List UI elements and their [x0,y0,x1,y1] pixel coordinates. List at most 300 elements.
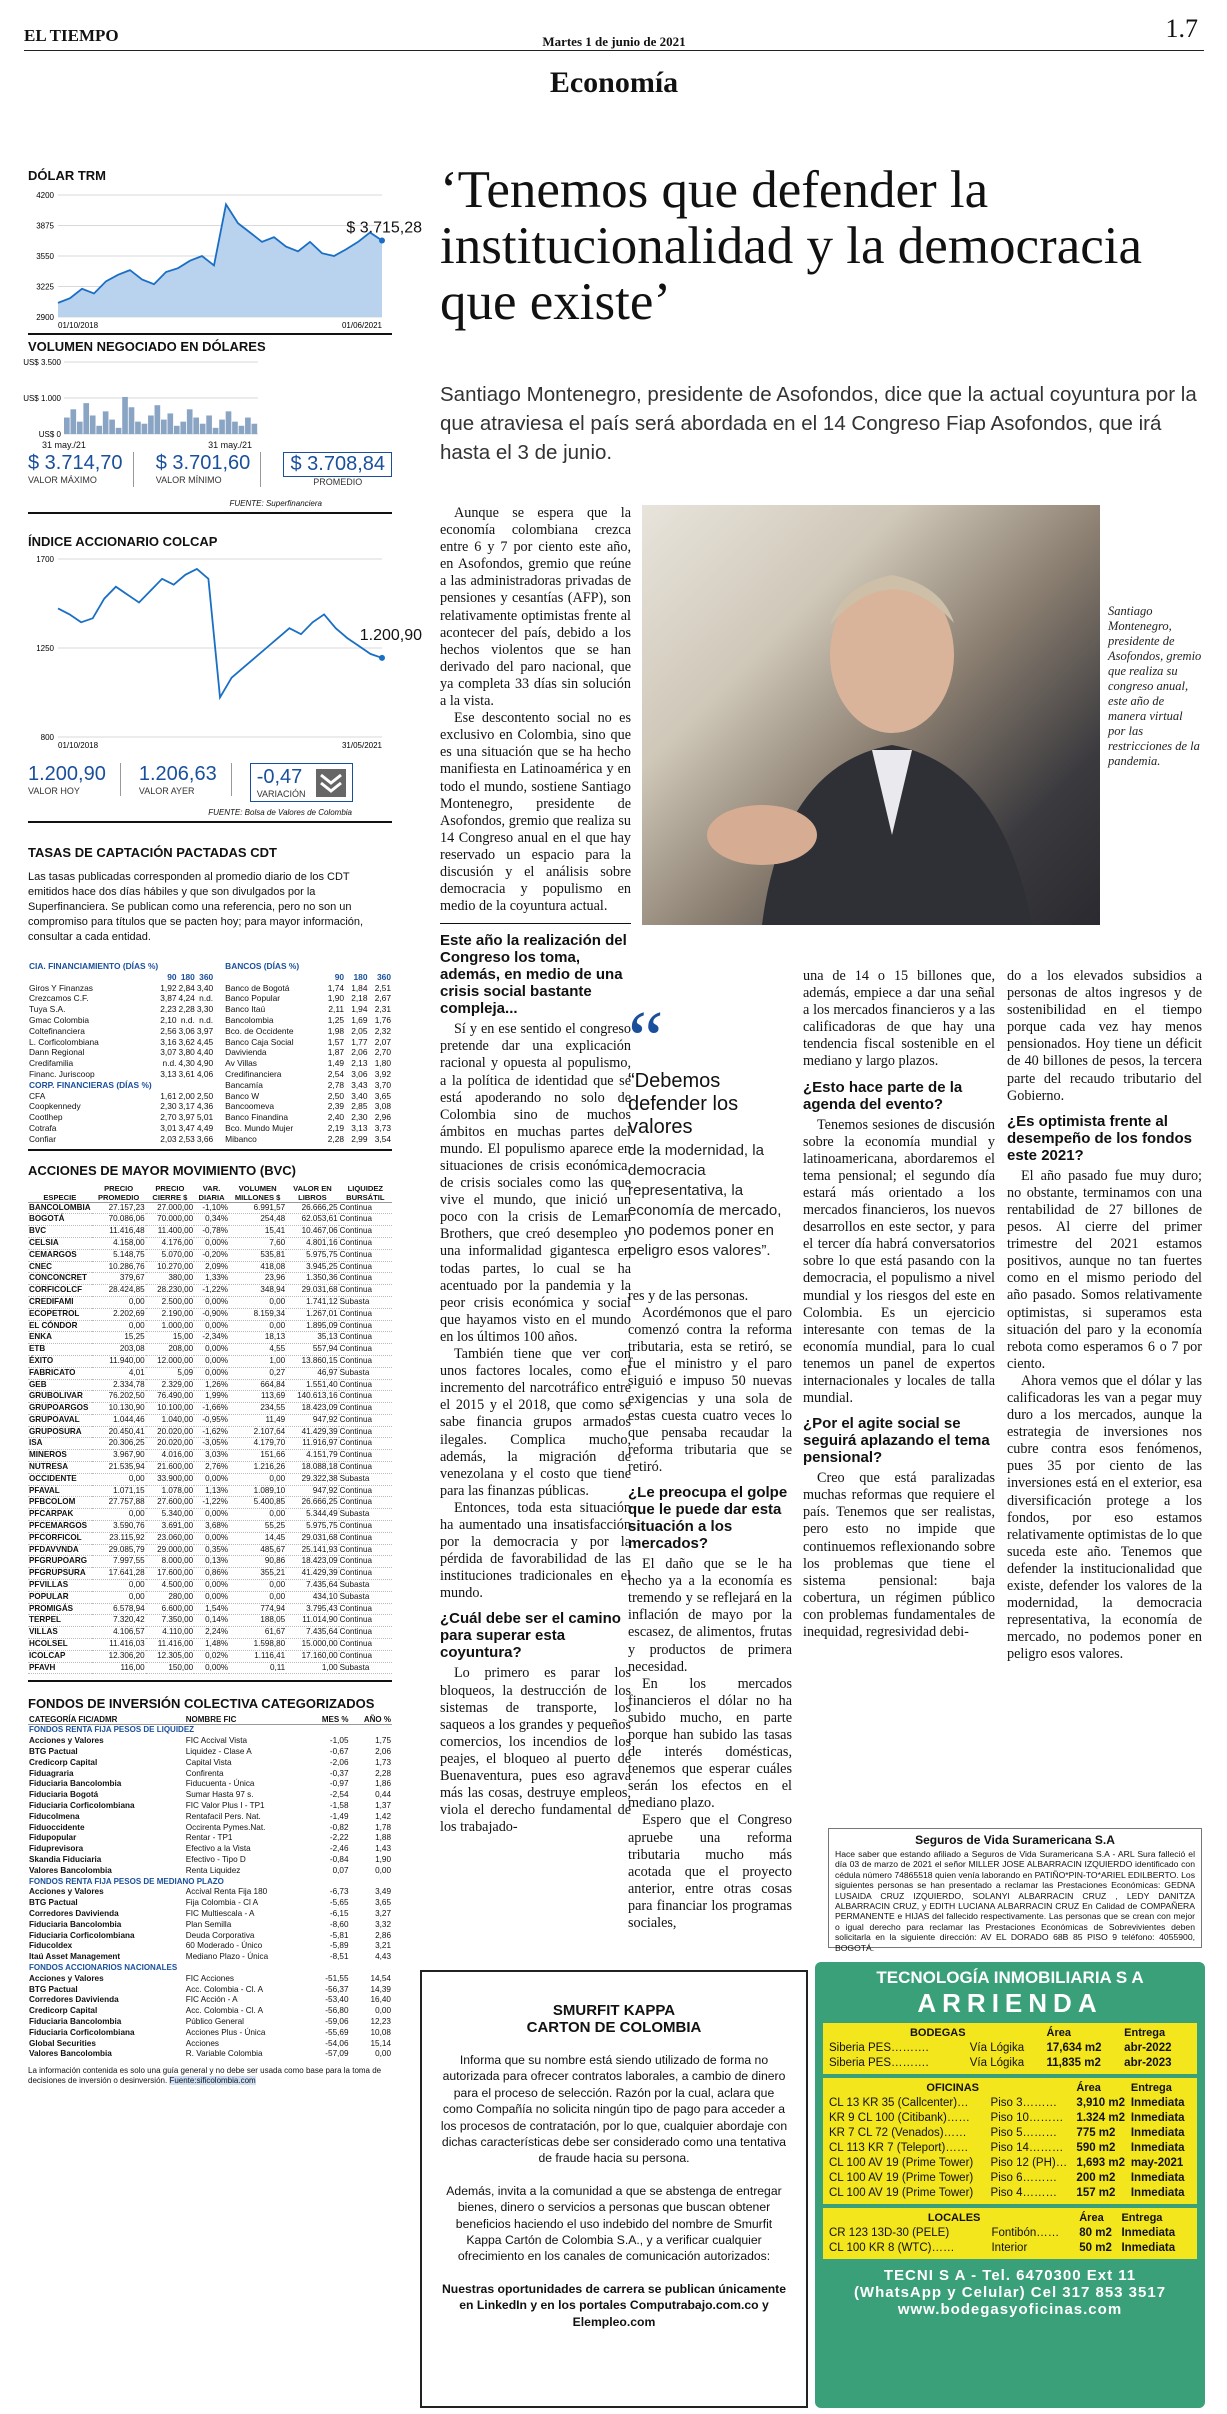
cdt-cell: 2,84 [178,982,195,993]
funds-cell: -2,22 [329,1833,349,1843]
table-row [28,1790,392,1801]
locales-box [823,2208,1197,2259]
cdt-cell: 3,06 [351,1068,368,1079]
stocks-cell: 7.435,64 [286,1627,338,1639]
funds-cell: 4,43 [375,1952,391,1962]
table-row [28,1769,392,1780]
funds-cell: -8,51 [329,1952,349,1962]
stocks-cell: 418,08 [229,1261,286,1273]
volume-max [28,452,134,487]
cdt-cell: Tuya S.A. [29,1004,66,1015]
cdt-cell: n.d. [199,993,214,1004]
stocks-cell: ÉXITO [28,1355,92,1367]
table-row [28,1308,392,1320]
cdt-cell: 1,57 [327,1036,345,1047]
cdt-cell: Cootlhep [29,1112,63,1123]
stocks-cell: 1.071,15 [92,1485,146,1497]
y-tick-label: 3225 [36,282,54,292]
cdt-row [224,1134,392,1145]
list-item [829,2041,1191,2056]
ad-cell: 157 m2 [1076,2187,1116,2199]
cdt-cell: 3,92 [374,1068,391,1079]
funds-cell: Efectivo - Tipo D [185,1854,246,1864]
stocks-cell: GRUPOSURA [28,1426,92,1438]
table-row [28,1812,392,1823]
cdt-day-head: 360 [377,971,391,982]
stocks-cell: 4,01 [92,1367,146,1379]
cdt-day-head: 180 [353,971,368,982]
ad-cell: Piso 3……… [990,2097,1058,2109]
volume-max-value: $ 3.714,70 [28,452,123,474]
funds-cell: 1,75 [375,1736,391,1746]
stocks-cell: 27.000,00 [146,1202,194,1214]
funds-cell: Rentar - TP1 [185,1833,233,1843]
volume-bar [219,420,225,434]
stocks-cell: 7,60 [229,1237,286,1249]
article-paragraph: Sí y en ese sentido el congreso pretende dar una explicación racional y opuesta al populismo, a la política de identidad que se está apoderando no solo de Colombia sino de muchos ámbitos en muchas partes del mundo. El populismo aparece en situaciones de crisis económica, de crisis sociales como las que vive el mundo, que inició un poco con la crisis de Leman Brothers, que creó desempleo y una informalidad gigantesca en todas partes, lo cual se ha acentuado por la pandemia y la peor crisis económica y social que hayamos visto en el mundo en los últimos 100 años. [440,1021,631,1345]
stocks-cell: ECOPETROL [28,1308,92,1320]
y-tick-label: US$ 1.000 [23,394,61,403]
cdt-cell: 3,66 [196,1133,214,1144]
photo-caption: Santiago Montenegro, presidente de Asofondos, gremio que realiza su congreso anual, este año de manera virtual por las restricciones de la pandemia. [1108,604,1202,768]
stocks-cell: Continua [339,1450,392,1462]
stocks-cell: 3,03% [194,1450,229,1462]
ad-cell: Inmediata [1121,2227,1176,2239]
stocks-cell: 234,55 [229,1403,286,1415]
funds-cell: 3,65 [375,1898,391,1908]
stocks-cell: 70.000,00 [146,1214,194,1226]
stocks-cell: 0,86% [194,1568,229,1580]
ad-seguros-sura [828,1828,1202,1953]
cdt-row [224,1069,392,1080]
volume-bar [213,428,219,434]
cdt-cell: Mibanco [225,1133,257,1144]
article-column-3 [803,968,995,1798]
cdt-row [28,1069,214,1080]
ad-table-head: OFICINAS [926,2082,979,2094]
cdt-row [224,1058,392,1069]
funds-cell: 1,86 [375,1779,391,1789]
funds-cell: 3,49 [375,1887,391,1897]
cdt-cell: Coltefinanciera [29,1025,85,1036]
funds-cell: Confirenta [185,1768,224,1778]
trm-chart-box [28,183,422,333]
article-paragraph: una de 14 o 15 billones que, además, empiece a dar una señal a los mercados financieros y a las calificadoras de que hay una tendencia fiscal sostenible en el mediano y largo plazos. [803,968,995,1070]
cdt-cell: 1,90 [327,993,345,1004]
article-paragraph: En los mercados financieros el dólar no ha subido mucho, en parte porque han subido las tasas de interés domésticas, tenemos que esperar cuáles serán los efectos en el mediano plazo. [628,1675,792,1812]
stocks-cell: 20.020,00 [146,1438,194,1450]
market-data-column [23,168,422,2408]
stocks-cell: 0,11 [229,1662,286,1674]
funds-source-link[interactable]: Fuente:sificolombia.com [169,2076,256,2086]
volume-min-label: VALOR MÍNIMO [155,475,222,485]
cdt-cell: 1,25 [327,1014,345,1025]
stocks-cell: GRUPOAVAL [28,1414,92,1426]
stocks-cell: 1.551,40 [286,1379,338,1391]
cdt-cell: Financ. Juriscoop [29,1068,95,1079]
ad-cell: Piso 12 (PH)… [990,2157,1068,2169]
stocks-cell: 203,08 [92,1344,146,1356]
stocks-cell: 0,00 [92,1580,146,1592]
stocks-cell: 1.089,10 [229,1485,286,1497]
volume-bar [200,424,206,434]
last-point [379,655,385,661]
stocks-cell: 18.088,18 [286,1462,338,1474]
cdt-cell: 1,92 [160,982,177,993]
stocks-cell: Continua [339,1226,392,1238]
stocks-cell: 4.106,57 [92,1627,146,1639]
section-title: Economía [549,66,679,99]
table-row [28,1462,392,1474]
stocks-cell: Continua [339,1285,392,1297]
cdt-cell: 4,36 [196,1101,214,1112]
funds-cell: -2,06 [329,1757,349,1767]
stocks-cell: 5.344,49 [286,1509,338,1521]
volume-bar [142,424,148,434]
cdt-cell: 1,80 [374,1058,391,1069]
stocks-cell: -1,62% [194,1426,229,1438]
table-row [28,1497,392,1509]
stocks-cell: TERPEL [28,1615,92,1627]
cdt-row [224,1080,392,1091]
stocks-cell: 1.598,80 [229,1639,286,1651]
volume-bar [90,415,96,434]
ad-cell: Piso 6……… [990,2172,1058,2184]
funds-cell: -54,06 [325,2038,349,2048]
table-row [28,1909,392,1920]
cdt-text: Las tasas publicadas corresponden al promedio diario de los CDT emitidos hace dos días hábiles y que son divulgados por la Superfinanciera. Se publican como una referencia, pero no son un compromiso para títulos que se pacten hoy; para mayor información, consultar a cada entidad. [28,871,364,943]
stocks-cell: 4.110,00 [146,1627,194,1639]
ad-cell: Piso 4……… [990,2187,1058,2199]
stocks-cell: 29.322,38 [286,1473,338,1485]
cdt-cell: 2,67 [374,993,391,1004]
cdt-day-head: 90 [334,971,345,982]
cdt-cell: 4,06 [196,1068,214,1079]
stocks-cell: 11.416,48 [92,1226,146,1238]
funds-cell: Renta Liquidez [185,1865,241,1875]
stocks-cell: 0,00% [194,1580,229,1592]
last-value-label: $ 3.715,28 [346,219,422,237]
stocks-cell: GEB [28,1379,92,1391]
stocks-cell: 0,13% [194,1556,229,1568]
cdt-row [224,1101,392,1112]
stocks-cell: CNEC [28,1261,92,1273]
volume-source: FUENTE: Superfinanciera [229,499,322,508]
stocks-cell: Continua [339,1344,392,1356]
colcap-yesterday [139,763,232,796]
cdt-cell: 3,65 [374,1090,391,1101]
table-row [28,1320,392,1332]
table-row [28,1615,392,1627]
list-item [829,2141,1191,2156]
stocks-cell: 7.320,42 [92,1615,146,1627]
ad-delivery-head: Entrega [1130,2082,1172,2094]
stocks-cell: 0,00 [92,1296,146,1308]
article-paragraph: El año pasado fue muy duro; no obstante, terminamos con una rentabilidad de 27 billones de pesos. Al cierre del primer trimestre del 2021 estamos positivos, aunque no tan fuertes como en el mismo periodo del año pasado. Somos relativamente optimistas, si superamos esta situación del paro y la economía rebota como esperamos 6 o 7 por ciento. [1007,1167,1202,1372]
stocks-cell: 113,69 [229,1391,286,1403]
stocks-cell: 4.176,00 [146,1237,194,1249]
funds-cell: Rentafacil Pers. Nat. [185,1811,261,1821]
cdt-row [28,1134,214,1145]
stocks-cell: 1.267,01 [286,1308,338,1320]
table-row [28,1273,392,1285]
cdt-cell: 2,30 [160,1101,177,1112]
stocks-cell: -1,22% [194,1497,229,1509]
stocks-cell: 0,00 [229,1591,286,1603]
stocks-cell: 1,99% [194,1391,229,1403]
cdt-cell: CFA [29,1090,46,1101]
stocks-cell: Continua [339,1615,392,1627]
stocks-cell: 0,00% [194,1662,229,1674]
ad-cell: Siberia PES………. [829,2042,929,2054]
article-paragraph: Ese descontento social no es exclusivo en Colombia, sino que es una situación que se ha hecho manifiesta en Latinoamérica y en todo el mundo, sostiene Santiago Montenegro, presidente de Asofondos, gremio que realiza su 14 Congreso anual en el que hay reservado un espacio para la discusión y el análisis sobre democracia y populismo en medio de la coyuntura actual. [440,710,631,915]
funds-cell: -0,37 [329,1768,349,1778]
ad-cell: CL 100 KR 8 (WTC)…… [829,2242,955,2254]
cdt-cell: 2,28 [178,1004,195,1015]
funds-cell: Skandia Fiduciaria [29,1854,102,1864]
stocks-col-head: VAR. DIARIA [194,1184,229,1203]
cdt-row [28,1101,214,1112]
volume-bar [174,426,180,434]
volume-chart [23,354,392,440]
stocks-cell: 208,00 [146,1344,194,1356]
cdt-cell: Bco. Mundo Mujer [225,1122,294,1133]
y-tick-label: 800 [40,733,54,742]
volume-bar [129,407,135,434]
ad-cell: 775 m2 [1076,2127,1116,2139]
stocks-cell: CELSIA [28,1237,92,1249]
colcap-stats [28,763,392,802]
table-row [28,1580,392,1592]
stocks-cell: PFDAVVNDA [28,1544,92,1556]
ad-tecnologia-inmobiliaria [815,1962,1205,2408]
stocks-cell: -0,95% [194,1414,229,1426]
funds-cell: Acciones y Valores [29,1973,104,1983]
funds-cell: Plan Semilla [185,1919,232,1929]
cdt-cell: Banco Caja Social [225,1036,294,1047]
funds-cell: Fidupopular [29,1833,77,1843]
cdt-cell: 3,87 [160,993,177,1004]
ad-cell: 1.324 m2 [1076,2112,1126,2124]
volume-bar [206,415,212,434]
stocks-cell: PFCORFICOL [28,1532,92,1544]
stocks-cell: 5.148,75 [92,1249,146,1261]
stocks-cell: PROMIGÁS [28,1603,92,1615]
stocks-cell: 0,14% [194,1615,229,1627]
funds-cell: 1,88 [375,1833,391,1843]
stocks-cell: Continua [339,1249,392,1261]
stocks-cell: 11.014,90 [286,1615,338,1627]
funds-cell: 3,21 [375,1941,391,1951]
stocks-cell: 2,24% [194,1627,229,1639]
funds-cell: 60 Moderado - Único [185,1941,263,1951]
cdt-cell: 1,94 [351,1004,368,1015]
cdt-row [224,983,392,994]
cdt-cell: 3,73 [374,1122,391,1133]
stocks-cell: 348,94 [229,1285,286,1297]
stocks-cell: CEMARGOS [28,1249,92,1261]
volume-bar [148,415,154,434]
stocks-cell: Continua [339,1379,392,1391]
cdt-table-right [224,961,392,1145]
cdt-cell: Davivienda [225,1047,267,1058]
cdt-row [224,1047,392,1058]
funds-cell: Credicorp Capital [29,2006,98,2016]
stocks-col-head: VOLUMEN MILLONES $ [229,1184,286,1203]
header-rule [24,50,1204,51]
list-item [829,2156,1191,2171]
stocks-cell: 1.895,09 [286,1320,338,1332]
table-row [28,1627,392,1639]
stocks-cell: -1,66% [194,1403,229,1415]
table-row [28,1920,392,1931]
funds-cell: Fiduciaria Corficolombiana [29,1930,135,1940]
funds-cell: -6,15 [329,1908,349,1918]
stocks-cell: 29.031,68 [286,1532,338,1544]
volume-bar [187,409,193,434]
cdt-row [28,1058,214,1069]
cdt-cell: 2,70 [160,1112,177,1123]
portrait-illustration [642,505,1100,925]
stocks-cell: 3.967,90 [92,1450,146,1462]
cdt-row [28,1047,214,1058]
funds-col-head: NOMBRE FIC [185,1715,308,1725]
series-area [58,204,382,317]
stocks-cell: NUTRESA [28,1462,92,1474]
cdt-cell: 3,13 [160,1068,177,1079]
stocks-cell: 23,96 [229,1273,286,1285]
funds-cell: Corredores Davivienda [29,1908,119,1918]
cdt-cell: Bancolombia [225,1014,274,1025]
cdt-cell: 2,11 [328,1004,345,1015]
table-row [28,2028,392,2039]
stocks-cell: 5,09 [146,1367,194,1379]
stocks-cell: 557,94 [286,1344,338,1356]
ad-tecno-whatsapp: (WhatsApp y Celular) Cel 317 853 3517 [853,2284,1167,2301]
ad-cell: Interior [991,2242,1028,2254]
volume-bar [96,426,102,434]
cdt-cell: 2,06 [351,1047,368,1058]
stocks-cell: 380,00 [146,1273,194,1285]
funds-cell: -5,65 [329,1898,349,1908]
stocks-cell: 150,00 [146,1662,194,1674]
funds-note [28,2066,392,2086]
volume-avg [283,452,392,487]
stocks-cell: PFBCOLOM [28,1497,92,1509]
funds-cell: 1,73 [375,1757,391,1767]
funds-cell: 2,28 [375,1768,391,1778]
funds-cell: -55,69 [325,2027,349,2037]
stocks-cell: 6.991,57 [229,1202,286,1214]
cdt-group-head: CORP. FINANCIERAS (DÍAS %) [29,1079,152,1090]
ad-tecno-phone: TECNI S A - Tel. 6470300 Ext 11 [883,2267,1137,2284]
article-dek: Santiago Montenegro, presidente de Asofondos, dice que la actual coyuntura por la que atraviesa el país será abordada en el 14 Congreso Fiap Asofondos, que irá hasta el 3 de junio. [440,383,1197,464]
cdt-cell: 3,43 [351,1079,368,1090]
ad-cell: 11,835 m2 [1046,2057,1101,2069]
stocks-cell: 4,55 [229,1344,286,1356]
stocks-cell: 23.060,00 [146,1532,194,1544]
stocks-cell: 947,92 [286,1485,338,1497]
stocks-cell: 14,45 [229,1532,286,1544]
funds-cell: Acc. Colombia - Cl. A [185,1984,264,1994]
locales-table [829,2211,1191,2256]
y-tick-label: US$ 0 [38,430,61,439]
funds-cell: Liquidez - Clase A [185,1747,252,1757]
ad-seguros-title: Seguros de Vida Suramericana S.A [915,1833,1115,1847]
table-row [28,1801,392,1812]
ad-tecno-website[interactable]: www.bodegasyoficinas.com [897,2301,1123,2318]
stocks-table [28,1184,392,1675]
stocks-cell: 4.801,16 [286,1237,338,1249]
table-row [28,1438,392,1450]
table-row [28,1941,392,1952]
stocks-cell: Continua [339,1403,392,1415]
volume-bar [103,411,109,434]
stocks-cell: GRUBOLIVAR [28,1391,92,1403]
funds-cell: Corredores Davivienda [29,1995,119,2005]
funds-cell: -6,73 [329,1887,349,1897]
stocks-cell: 0,00 [92,1473,146,1485]
funds-cell: Sumar Hasta 97 s. [185,1790,254,1800]
stocks-cell: Subasta [339,1473,392,1485]
table-row [28,1866,392,1877]
stocks-cell: Continua [339,1650,392,1662]
funds-cell: BTG Pactual [29,1898,78,1908]
table-row [28,1556,392,1568]
stocks-cell: Continua [339,1639,392,1651]
stocks-cell: 2.500,00 [146,1296,194,1308]
article-paragraph: También tiene que ver con unos factores locales, como el incremento del narcotráfico entre el 2015 y el 2018, que como se sabe financia grupos armados ilegales. Complica mucho, además, la migración de venezolana y el costo que tiene para las finanzas públicas. [440,1346,631,1499]
stocks-cell: 7.350,00 [146,1615,194,1627]
stocks-cell: 2.190,00 [146,1308,194,1320]
cdt-cell: 2,50 [196,1090,214,1101]
stocks-cell: 90,86 [229,1556,286,1568]
volume-bar [64,418,70,434]
table-row [28,2049,392,2060]
cdt-cell: 2,07 [374,1036,391,1047]
funds-cell: FIC Acciones [185,1973,234,1983]
stocks-cell: 29.000,00 [146,1544,194,1556]
stocks-cell: 25.141,93 [286,1544,338,1556]
funds-cell: 3,32 [375,1919,391,1929]
stocks-cell: 0,00% [194,1237,229,1249]
stocks-cell: 17.600,00 [146,1568,194,1580]
colcap-chart-box [28,549,422,755]
stocks-cell: PFVILLAS [28,1580,92,1592]
funds-cell: Fiducuenta - Única [185,1779,255,1789]
ad-seguros-text: Hace saber que estando afiliado a Seguros de Vida Suramericana S.A - ARL Sura falleció el día 03 de marzo de 2021 el señor MILLER JOSE ALBARRACIN IZQUIERDO identificado con cédula número 74865518 quien venía laborando en PATIÑO*PIN-TO*ARIEL EDILBERTO. Los siguientes personas se han presentado a reclamar las Prestaciones Económicas: GEDNA LUSAIDA CRUZ IZQUIERDO, SOLANYI ALBARRACIN CRUZ , LEDY DANITZA ALBARRACIN CRUZ, y EDITH LUCIANA ALBARRACIN CRUZ En Calidad de COMPAÑERA PERMANENTE e HIJAS del fallecido respectivamente. Las personas que se crean con mejor o igual derecho para reclamar las Prestaciones Económicas de Sobrevivientes deben solicitarla en la siguiente dirección: AV EL DORADO 68B 85 PISO 9 teléfono: 4055900, BOGOTÁ. [835,1849,1195,1953]
table-row [28,2006,392,2017]
stocks-cell: 0,00% [194,1344,229,1356]
stocks-cell: 1.044,46 [92,1414,146,1426]
cdt-cell: 3,13 [351,1122,368,1133]
stocks-cell: 6.600,00 [146,1603,194,1615]
article-paragraph: Lo primero es parar los bloqueos, la destrucción de los sistemas de transporte, los saqueos a los grandes y pequeños comercios, los incendios de los peajes, el bloqueo al puerto de Buenaventura, pues eso agrava más las cosas, destruye empleos, viola el derecho fundamental de los trabajado- [440,1665,631,1836]
stocks-cell: 1.216,26 [229,1462,286,1474]
stocks-cell: 947,92 [286,1414,338,1426]
funds-cell: BTG Pactual [29,1747,78,1757]
chevron-down-icon [316,769,346,797]
volume-bar [77,422,83,434]
article-column-2 [628,1288,792,1988]
cdt-cell: n.d. [180,1014,195,1025]
funds-cell: -0,67 [329,1747,349,1757]
ad-cell: 50 m2 [1079,2242,1112,2254]
table-row [28,1995,392,2006]
stocks-cell: 535,81 [229,1249,286,1261]
funds-cell: -56,37 [325,1984,349,1994]
article-headline: ‘Tenemos que defender la institucionalidad y la democracia que existe’ [440,161,1142,331]
